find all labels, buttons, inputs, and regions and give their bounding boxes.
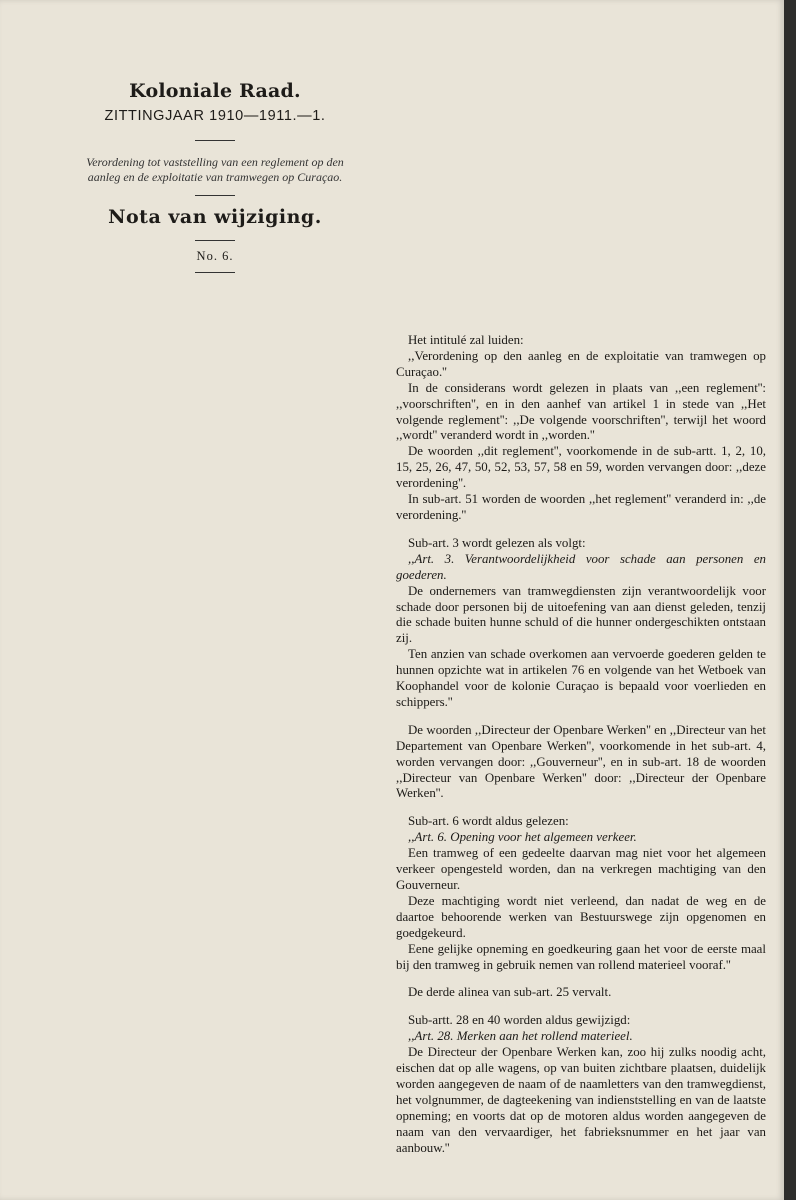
paragraph: De derde alinea van sub-art. 25 vervalt. bbox=[408, 985, 612, 1000]
scan-right-edge bbox=[784, 0, 796, 1200]
paragraph: ,,Verordening op den aanleg en de exploitatie van tramwegen op Curaçao.'' bbox=[396, 348, 766, 379]
paragraph: De woorden ,,dit reglement'', voorkomende in de sub-artt. 1, 2, 10, 15, 25, 26, 47, 50, 52, 53, 57, 58 en 59, worden vervangen door: ,,deze verordening''. bbox=[396, 444, 766, 491]
paragraph: Deze machtiging wordt niet verleend, dan nadat de weg en de daartoe behoorende werken van Bestuurswege zijn opgenomen en goedgekeurd. bbox=[396, 893, 766, 940]
divider bbox=[195, 240, 235, 241]
article-heading: ,,Art. 3. Verantwoordelijkheid voor schade aan personen en goederen. bbox=[396, 551, 766, 582]
divider bbox=[195, 272, 235, 273]
document-header bbox=[84, 80, 346, 273]
paragraph: Het intitulé zal luiden: bbox=[408, 333, 524, 347]
paragraph: In de considerans wordt gelezen in plaats van ,,een reglement'': ,,voorschriften'', en in den aanhef van artikel 1 in stede van ,,Het volgende reglement'': ,,De volgende voorschriften'', terwijl het woord ,,wordt'' veranderd wordt in ,,worden.'' bbox=[396, 380, 766, 443]
nota-heading: Nota van wijziging. bbox=[108, 206, 322, 228]
session-year: ZITTINGJAAR 1910—1911.—1. bbox=[104, 108, 326, 124]
council-title: Koloniale Raad. bbox=[129, 80, 301, 102]
nota-number: No. 6. bbox=[196, 249, 234, 263]
article-heading: ,,Art. 28. Merken aan het rollend materieel. bbox=[408, 1029, 633, 1044]
divider bbox=[195, 140, 235, 141]
paragraph: Sub-art. 6 wordt aldus gelezen: bbox=[408, 814, 569, 829]
paragraph: Eene gelijke opneming en goedkeuring gaan het voor de eerste maal bij den tramweg in gebruik nemen van rollend materieel vooraf.'' bbox=[396, 941, 766, 972]
article-heading: ,,Art. 6. Opening voor het algemeen verkeer. bbox=[408, 830, 637, 845]
amendment-text bbox=[396, 333, 766, 1157]
paragraph: De woorden ,,Directeur der Openbare Werken'' en ,,Directeur van het Departement van Openbare Werken'', voorkomende in het sub-art. 4, worden vervangen door: ,,Gouverneur'', en in sub-art. 18 de woorden ,,Directeur van Openbare Werken'' door: ,,Directeur der Openbare Werken''. bbox=[396, 722, 766, 801]
paragraph: Ten anzien van schade overkomen aan vervoerde goederen gelden te hunnen opzichte wat in artikelen 76 en volgende van het Wetboek van Koophandel voor de kolonie Curaçao is bepaald voor voerlieden en schippers.'' bbox=[396, 647, 766, 709]
divider bbox=[195, 195, 235, 196]
paragraph: De ondernemers van tramwegdiensten zijn verantwoordelijk voor schade door personen bij de uitoefening van aan dienst geleden, tenzij die schade buiten hunne schuld of die hunner ondergeschikten ontstaan zij. bbox=[396, 583, 766, 646]
paragraph: De Directeur der Openbare Werken kan, zoo hij zulks noodig acht, eischen dat op alle wagens, op van buiten zichtbare plaatsen, duidelijk worden aangegeven de naam of de naamletters van den tramwegdienst, het volgnummer, de dagteekening van indienststelling en van de laatste opneming; en voorts dat op de motoren aldus worden aangegeven de naam van den vervaardiger, het fabrieksnummer en het jaar van aanbouw.'' bbox=[396, 1045, 766, 1155]
paragraph: In sub-art. 51 worden de woorden ,,het reglement'' veranderd in: ,,de verordening.'' bbox=[396, 492, 766, 522]
ordinance-subject: Verordening tot vaststelling van een reglement op den aanleg en de exploitatie van tramwegen op Curaçao. bbox=[86, 155, 344, 184]
paragraph: Sub-art. 3 wordt gelezen als volgt: bbox=[408, 535, 586, 550]
paragraph: Sub-artt. 28 en 40 worden aldus gewijzigd: bbox=[408, 1013, 631, 1028]
paragraph: Een tramweg of een gedeelte daarvan mag niet voor het algemeen verkeer opengesteld worden, dan na verkregen machtiging van den Gouverneur. bbox=[396, 846, 766, 892]
